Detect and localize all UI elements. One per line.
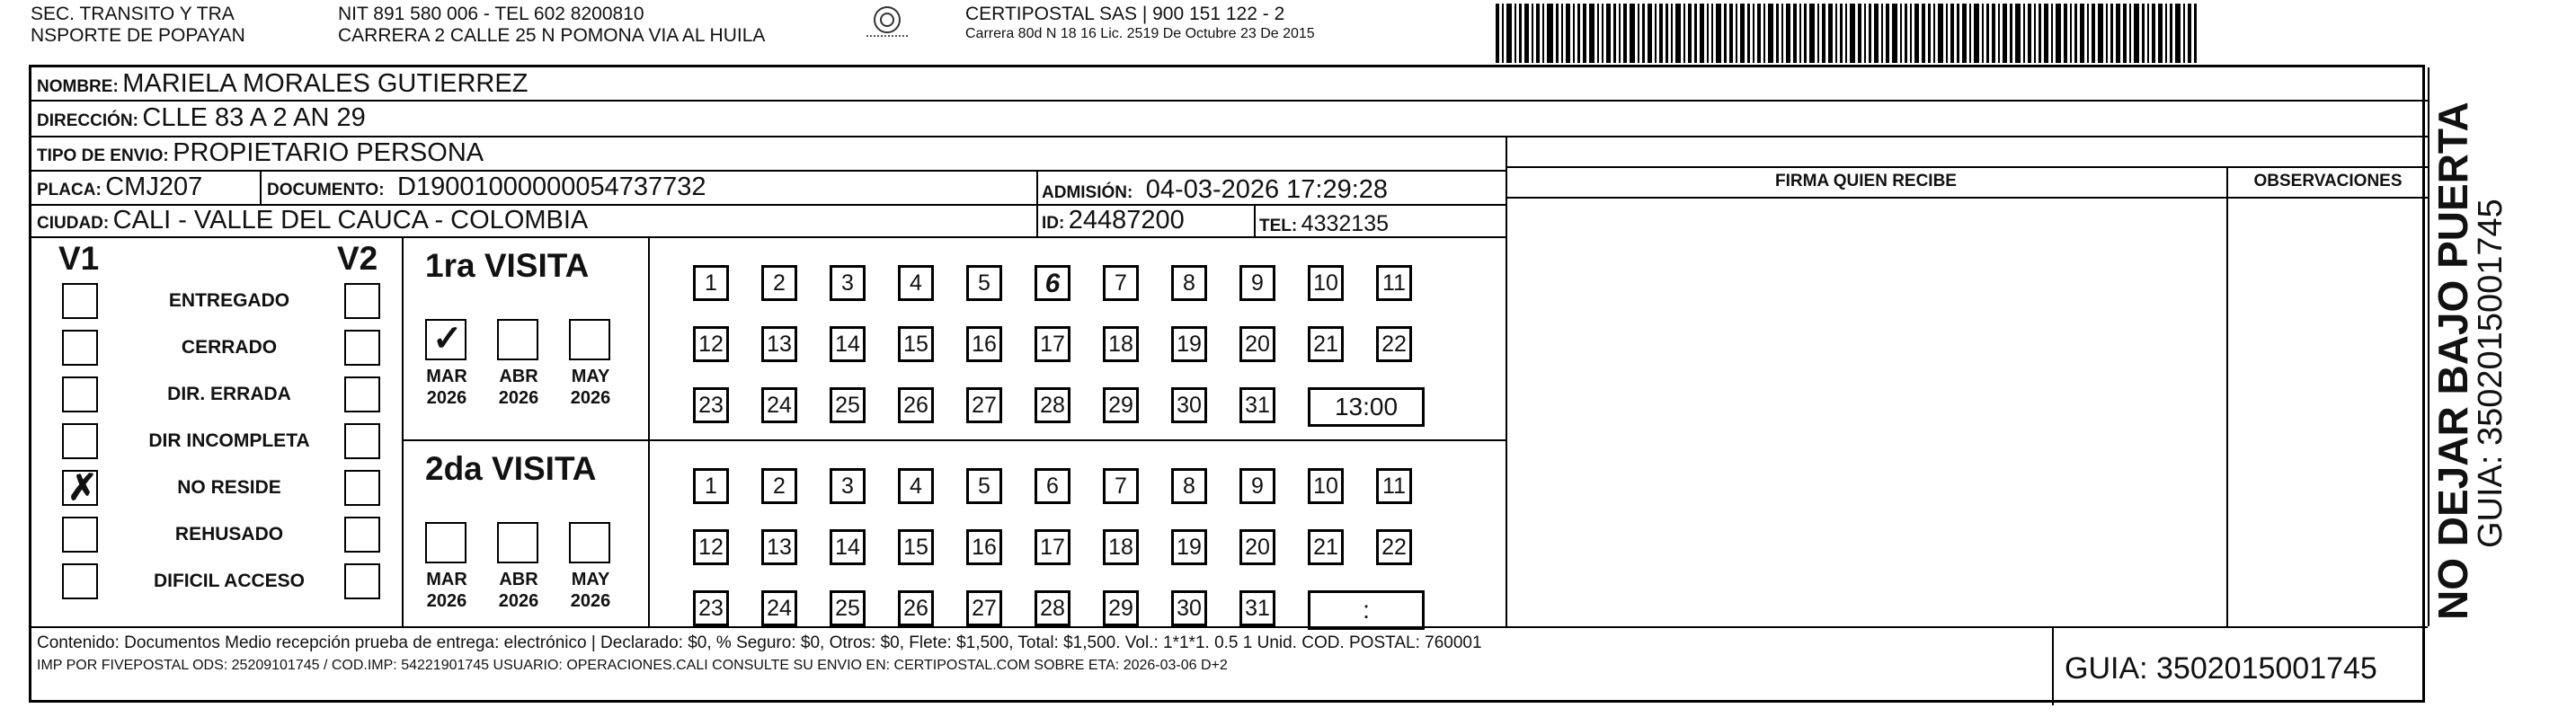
barcode-bar (1757, 4, 1761, 63)
status-label: DIR INCOMPLETA (148, 430, 310, 451)
cell-divider (260, 170, 262, 204)
barcode-bar (1922, 4, 1925, 63)
footer-content (37, 633, 1482, 675)
day-box[interactable]: 21 (1308, 529, 1344, 565)
day-box[interactable]: 20 (1239, 529, 1275, 565)
barcode-bar (2034, 4, 2036, 63)
day-box[interactable]: 3 (830, 265, 866, 301)
barcode-bar (2129, 4, 2131, 63)
day-box[interactable]: 24 (761, 590, 797, 626)
day-box[interactable]: 24 (761, 387, 797, 423)
barcode-bar (1763, 4, 1765, 63)
barcode-bar (1724, 4, 1727, 63)
tel-field (1259, 209, 1389, 238)
barcode-bar (1962, 4, 1967, 63)
firma-label: FIRMA QUIEN RECIBE (1775, 172, 1957, 190)
sender-line-1: SEC. TRANSITO Y TRA (31, 4, 235, 24)
direccion-field (37, 103, 366, 132)
day-box[interactable]: 10 (1308, 265, 1344, 301)
row-divider (31, 136, 2428, 137)
day-box[interactable]: 23 (693, 387, 729, 423)
footer-line-1: Contenido: Documentos Medio recepción prueba de entrega: electrónico | Declarado: $0, % Seguro: $0, Otros: $0, Flete: $1,500, Total: $1,500. Vol.: 1*1*1. 0.5 1 Unid. COD. POSTAL: 760001 (37, 633, 1482, 652)
status-label: REHUSADO (174, 524, 284, 544)
barcode-bar (1822, 4, 1825, 63)
barcode-bar (1597, 4, 1599, 63)
barcode-bar (2134, 4, 2139, 63)
day-box[interactable]: 2 (761, 468, 797, 504)
barcode-bar (1711, 4, 1713, 63)
barcode-bar (1892, 4, 1897, 63)
barcode-bar (1700, 4, 1704, 63)
signature-area[interactable] (1507, 199, 2225, 624)
barcode-bar (1623, 4, 1627, 63)
month-name: MAR (426, 570, 467, 589)
month-label (418, 569, 475, 612)
barcode-bar (2044, 4, 2048, 63)
barcode-bar (1776, 4, 1779, 63)
documento-label: DOCUMENTO: (267, 181, 385, 199)
v1-label: V1 (58, 240, 100, 277)
courier-info (965, 4, 1315, 43)
barcode-bar (1905, 4, 1907, 63)
barcode-bar (1583, 4, 1586, 63)
day-box[interactable]: 15 (898, 529, 934, 565)
barcode-bar (1532, 4, 1533, 63)
barcode-bar (1874, 4, 1879, 63)
barcode-bar (2142, 4, 2145, 63)
day-box[interactable]: 29 (1103, 387, 1139, 423)
barcode-bar (2123, 4, 2127, 63)
barcode-bar (1648, 4, 1652, 63)
barcode-bar (1950, 4, 1954, 63)
id-field (1042, 206, 1185, 235)
barcode-bar (2080, 4, 2084, 63)
barcode-bar (1740, 4, 1745, 63)
ciudad-value: CALI - VALLE DEL CAUCA - COLOMBIA (112, 206, 589, 235)
barcode-bar (2152, 4, 2155, 63)
day-box[interactable]: 6 (1035, 265, 1070, 301)
cell-divider (2052, 626, 2054, 705)
day-box[interactable]: 28 (1035, 590, 1070, 626)
day-box[interactable]: 4 (898, 468, 934, 504)
status-label: NO RESIDE (177, 477, 281, 498)
barcode-bar (1602, 4, 1603, 63)
barcode-bar (1768, 4, 1773, 63)
month-name: ABR (499, 367, 538, 386)
barcode-bar (1547, 4, 1553, 63)
barcode-bar (1736, 4, 1737, 63)
cell-divider (1254, 204, 1256, 236)
v1-checkbox[interactable] (62, 283, 98, 319)
day-box[interactable]: 19 (1171, 529, 1207, 565)
tel-value: 4332135 (1301, 211, 1389, 236)
barcode-bar (1502, 4, 1504, 63)
visit-time-box[interactable]: : (1308, 590, 1425, 630)
direccion-value: CLLE 83 A 2 AN 29 (142, 103, 366, 132)
day-box[interactable]: 5 (966, 265, 1002, 301)
barcode-bar (1928, 4, 1931, 63)
day-box[interactable]: 26 (898, 590, 934, 626)
delivery-form (29, 65, 2425, 703)
month-checkbox[interactable] (569, 522, 610, 563)
day-box[interactable]: 2 (761, 265, 797, 301)
tipo-envio-value: PROPIETARIO PERSONA (173, 138, 484, 167)
barcode-bar (1781, 4, 1783, 63)
day-box[interactable]: 12 (693, 529, 729, 565)
barcode-bar (1556, 4, 1559, 63)
barcode-bar (2074, 4, 2077, 63)
row-divider (1506, 166, 2428, 168)
barcode-bar (1933, 4, 1935, 63)
barcode-bar (1881, 4, 1883, 63)
ciudad-field (37, 206, 588, 235)
day-box[interactable]: 13 (761, 529, 797, 565)
day-box[interactable]: 28 (1035, 387, 1070, 423)
row-divider (31, 100, 2428, 102)
side-guia: GUIA: 3502015001745 (2472, 199, 2509, 548)
v1-checkbox[interactable] (62, 376, 98, 412)
day-box[interactable]: 25 (830, 387, 866, 423)
footer-guia: GUIA: 3502015001745 (2065, 651, 2377, 686)
placa-field (37, 173, 202, 201)
month-label (418, 366, 475, 409)
barcode-bar (1969, 4, 1971, 63)
month-checkbox[interactable] (569, 319, 610, 360)
day-box[interactable]: 22 (1376, 529, 1412, 565)
day-box[interactable]: 26 (898, 387, 934, 423)
barcode (1496, 4, 2260, 63)
barcode-bar (1828, 4, 1833, 63)
barcode-bar (1496, 4, 1499, 63)
v1-checkbox[interactable] (62, 563, 98, 599)
day-box[interactable]: 1 (693, 468, 729, 504)
barcode-bar (1974, 4, 1979, 63)
day-box[interactable]: 20 (1239, 326, 1275, 362)
barcode-bar (1675, 4, 1681, 63)
courier-line-1: CERTIPOSTAL SAS | 900 151 122 - 2 (965, 4, 1285, 24)
barcode-bar (1804, 4, 1807, 63)
day-box[interactable]: 10 (1308, 468, 1344, 504)
month-year: 2026 (570, 388, 611, 408)
month-year: 2026 (498, 591, 539, 611)
placa-label: PLACA: (37, 181, 102, 199)
barcode-bar (2087, 4, 2089, 63)
day-box[interactable]: 30 (1171, 590, 1207, 626)
v1-checkbox[interactable] (62, 517, 98, 553)
barcode-bar (2051, 4, 2053, 63)
barcode-bar (1858, 4, 1861, 63)
day-box[interactable]: 1 (693, 265, 729, 301)
barcode-bar (2147, 4, 2149, 63)
barcode-bar (1809, 4, 1815, 63)
day-box[interactable]: 18 (1103, 326, 1139, 362)
day-box[interactable]: 30 (1171, 387, 1207, 423)
barcode-bar (1694, 4, 1697, 63)
status-label: CERRADO (181, 337, 278, 358)
day-box[interactable]: 23 (693, 590, 729, 626)
barcode-bar (1606, 4, 1611, 63)
cell-divider (648, 236, 650, 626)
barcode-bar (1671, 4, 1673, 63)
barcode-bar (1642, 4, 1645, 63)
barcode-bar (1688, 4, 1692, 63)
status-label: DIR. ERRADA (167, 384, 291, 404)
month-name: MAY (571, 570, 610, 589)
status-label: DIFICIL ACCESO (153, 571, 305, 591)
barcode-bar (2056, 4, 2061, 63)
month-label (490, 366, 547, 409)
barcode-bar (2028, 4, 2031, 63)
v2-checkbox[interactable] (344, 330, 380, 366)
day-box[interactable]: 15 (898, 326, 934, 362)
barcode-bar (2170, 4, 2172, 63)
barcode-bar (2098, 4, 2103, 63)
barcode-bar (1786, 4, 1790, 63)
barcode-bar (2194, 4, 2197, 63)
barcode-bar (1655, 4, 1657, 63)
address-line: CARRERA 2 CALLE 25 N POMONA VIA AL HUILA (338, 25, 766, 46)
barcode-bar (1638, 4, 1639, 63)
day-box[interactable]: 25 (830, 590, 866, 626)
side-warning: NO DEJAR BAJO PUERTA (2429, 102, 2476, 620)
direccion-label: DIRECCIÓN: (37, 111, 138, 130)
month-checkbox[interactable] (425, 319, 466, 360)
courier-line-2: Carrera 80d N 18 16 Lic. 2519 De Octubre 23 De 2015 (965, 26, 1315, 41)
row-divider (31, 170, 1506, 172)
barcode-bar (1869, 4, 1871, 63)
day-box[interactable]: 14 (830, 529, 866, 565)
observaciones-area[interactable] (2228, 199, 2426, 624)
day-box[interactable]: 31 (1239, 590, 1275, 626)
barcode-bar (1542, 4, 1544, 63)
month-checkbox[interactable] (497, 522, 538, 563)
barcode-bar (1589, 4, 1594, 63)
barcode-bar (1506, 4, 1512, 63)
day-box[interactable]: 8 (1171, 265, 1207, 301)
barcode-bar (2010, 4, 2012, 63)
month-checkbox[interactable] (425, 522, 466, 563)
barcode-bar (1793, 4, 1797, 63)
barcode-bar (1519, 4, 1522, 63)
v2-checkbox[interactable] (344, 517, 380, 553)
barcode-bar (2023, 4, 2025, 63)
day-box[interactable]: 17 (1035, 529, 1070, 565)
day-box[interactable]: 16 (966, 529, 1002, 565)
barcode-bar (1747, 4, 1750, 63)
documento-field (267, 173, 706, 201)
barcode-bar (1982, 4, 1984, 63)
day-box[interactable]: 9 (1239, 468, 1275, 504)
barcode-bar (1666, 4, 1668, 63)
barcode-bar (1840, 4, 1843, 63)
tipo-envio-field (37, 138, 484, 167)
ciudad-label: CIUDAD: (37, 214, 110, 233)
day-box[interactable]: 11 (1376, 468, 1412, 504)
barcode-bar (2092, 4, 2095, 63)
barcode-bar (1729, 4, 1733, 63)
barcode-bar (1835, 4, 1837, 63)
v1-checkbox[interactable] (62, 470, 98, 506)
barcode-bar (1910, 4, 1912, 63)
month-year: 2026 (426, 591, 467, 611)
barcode-bar (1536, 4, 1540, 63)
month-checkbox[interactable] (497, 319, 538, 360)
barcode-bar (1630, 4, 1635, 63)
month-year: 2026 (426, 388, 467, 408)
sender-name (31, 4, 245, 47)
day-box[interactable]: 8 (1171, 468, 1207, 504)
v2-checkbox[interactable] (344, 563, 380, 599)
barcode-bar (1992, 4, 1995, 63)
barcode-bar (2165, 4, 2167, 63)
barcode-bar (1817, 4, 1819, 63)
footer-line-2: IMP POR FIVEPOSTAL ODS: 25209101745 / COD.IMP: 54221901745 USUARIO: OPERACIONES.CALI CONSULTE SU ENVIO EN: CERTIPOSTAL.COM SOBRE ETA: 2026-03-06 D+2 (37, 658, 1228, 673)
placa-value: CMJ207 (105, 173, 203, 201)
documento-value: D19001000000054737732 (397, 173, 706, 201)
day-box[interactable]: 27 (966, 590, 1002, 626)
day-box[interactable]: 11 (1376, 265, 1412, 301)
day-box[interactable]: 5 (966, 468, 1002, 504)
month-label (490, 569, 547, 612)
day-box[interactable]: 14 (830, 326, 866, 362)
visit-title: 1ra VISITA (425, 247, 590, 284)
day-box[interactable]: 19 (1171, 326, 1207, 362)
observaciones-label: OBSERVACIONES (2253, 172, 2403, 190)
barcode-bar (2064, 4, 2067, 63)
visit-time-box[interactable]: 13:00 (1308, 387, 1425, 427)
barcode-bar (1864, 4, 1866, 63)
v2-checkbox[interactable] (344, 470, 380, 506)
barcode-bar (1938, 4, 1943, 63)
month-label (562, 569, 619, 612)
day-box[interactable]: 27 (966, 387, 1002, 423)
barcode-bar (2183, 4, 2185, 63)
month-year: 2026 (498, 388, 539, 408)
day-box[interactable]: 7 (1103, 265, 1139, 301)
month-label (562, 366, 619, 409)
visit-divider (402, 439, 1506, 441)
barcode-bar (1683, 4, 1685, 63)
nit-line: NIT 891 580 006 - TEL 602 8200810 (338, 4, 644, 24)
barcode-bar (1900, 4, 1902, 63)
sender-address (338, 4, 765, 47)
barcode-bar (1986, 4, 1989, 63)
day-box[interactable]: 31 (1239, 387, 1275, 423)
barcode-bar (2158, 4, 2163, 63)
barcode-bar (1659, 4, 1663, 63)
check-mark-icon: ✓ (432, 319, 463, 359)
nombre-field (37, 69, 528, 98)
barcode-bar (1524, 4, 1529, 63)
certipostal-logo-icon (863, 4, 911, 41)
month-name: MAR (426, 367, 467, 386)
barcode-bar (1998, 4, 2000, 63)
sender-line-2: NSPORTE DE POPAYAN (31, 25, 245, 46)
day-box[interactable]: 16 (966, 326, 1002, 362)
day-box[interactable]: 4 (898, 265, 934, 301)
day-box[interactable]: 12 (693, 326, 729, 362)
barcode-bar (2070, 4, 2072, 63)
barcode-bar (1561, 4, 1563, 63)
v2-checkbox[interactable] (344, 423, 380, 459)
v1-checkbox[interactable] (62, 423, 98, 459)
tel-label: TEL: (1259, 217, 1298, 235)
barcode-bar (1753, 4, 1754, 63)
barcode-bar (1566, 4, 1570, 63)
barcode-bar (1845, 4, 1847, 63)
barcode-bar (2116, 4, 2120, 63)
nombre-value: MARIELA MORALES GUTIERREZ (122, 69, 529, 98)
day-box[interactable]: 22 (1376, 326, 1412, 362)
barcode-bar (1573, 4, 1575, 63)
barcode-bar (1613, 4, 1616, 63)
barcode-bar (2188, 4, 2191, 63)
barcode-bar (1957, 4, 1959, 63)
barcode-bar (2110, 4, 2113, 63)
admision-field (1042, 175, 1388, 204)
barcode-bar (1619, 4, 1621, 63)
month-name: ABR (499, 570, 538, 589)
day-box[interactable]: 21 (1308, 326, 1344, 362)
month-year: 2026 (570, 591, 611, 611)
cell-divider (402, 236, 404, 626)
barcode-bar (1707, 4, 1709, 63)
nombre-label: NOMBRE: (37, 77, 119, 96)
admision-value: 04-03-2026 17:29:28 (1145, 175, 1389, 204)
v2-checkbox[interactable] (344, 376, 380, 412)
v2-label: V2 (337, 240, 378, 277)
id-value: 24487200 (1068, 206, 1185, 235)
barcode-bar (1946, 4, 1948, 63)
v1-checkbox[interactable] (62, 330, 98, 366)
status-label: ENTREGADO (168, 290, 290, 311)
barcode-bar (1850, 4, 1855, 63)
barcode-bar (1577, 4, 1580, 63)
day-box[interactable]: 6 (1035, 468, 1070, 504)
barcode-bar (2175, 4, 2181, 63)
check-mark-icon: ✗ (67, 468, 98, 508)
barcode-bar (1716, 4, 1721, 63)
barcode-bar (2039, 4, 2041, 63)
month-name: MAY (571, 367, 610, 386)
barcode-bar (2106, 4, 2108, 63)
barcode-bar (1886, 4, 1889, 63)
admision-label: ADMISIÓN: (1042, 183, 1133, 202)
id-label: ID: (1042, 214, 1065, 233)
v2-checkbox[interactable] (344, 283, 380, 319)
barcode-bar (1515, 4, 1516, 63)
day-box[interactable]: 13 (761, 326, 797, 362)
day-box[interactable]: 18 (1103, 529, 1139, 565)
cell-divider (1036, 170, 1038, 236)
day-box[interactable]: 17 (1035, 326, 1070, 362)
barcode-bar (2003, 4, 2007, 63)
barcode-bar (1914, 4, 1919, 63)
tipo-envio-label: TIPO DE ENVIO: (37, 146, 169, 165)
day-box[interactable]: 9 (1239, 265, 1275, 301)
day-box[interactable]: 7 (1103, 468, 1139, 504)
visit-title: 2da VISITA (425, 450, 597, 487)
footer-divider (31, 626, 2428, 628)
day-box[interactable]: 29 (1103, 590, 1139, 626)
barcode-bar (1799, 4, 1801, 63)
barcode-bar (2015, 4, 2021, 63)
day-box[interactable]: 3 (830, 468, 866, 504)
